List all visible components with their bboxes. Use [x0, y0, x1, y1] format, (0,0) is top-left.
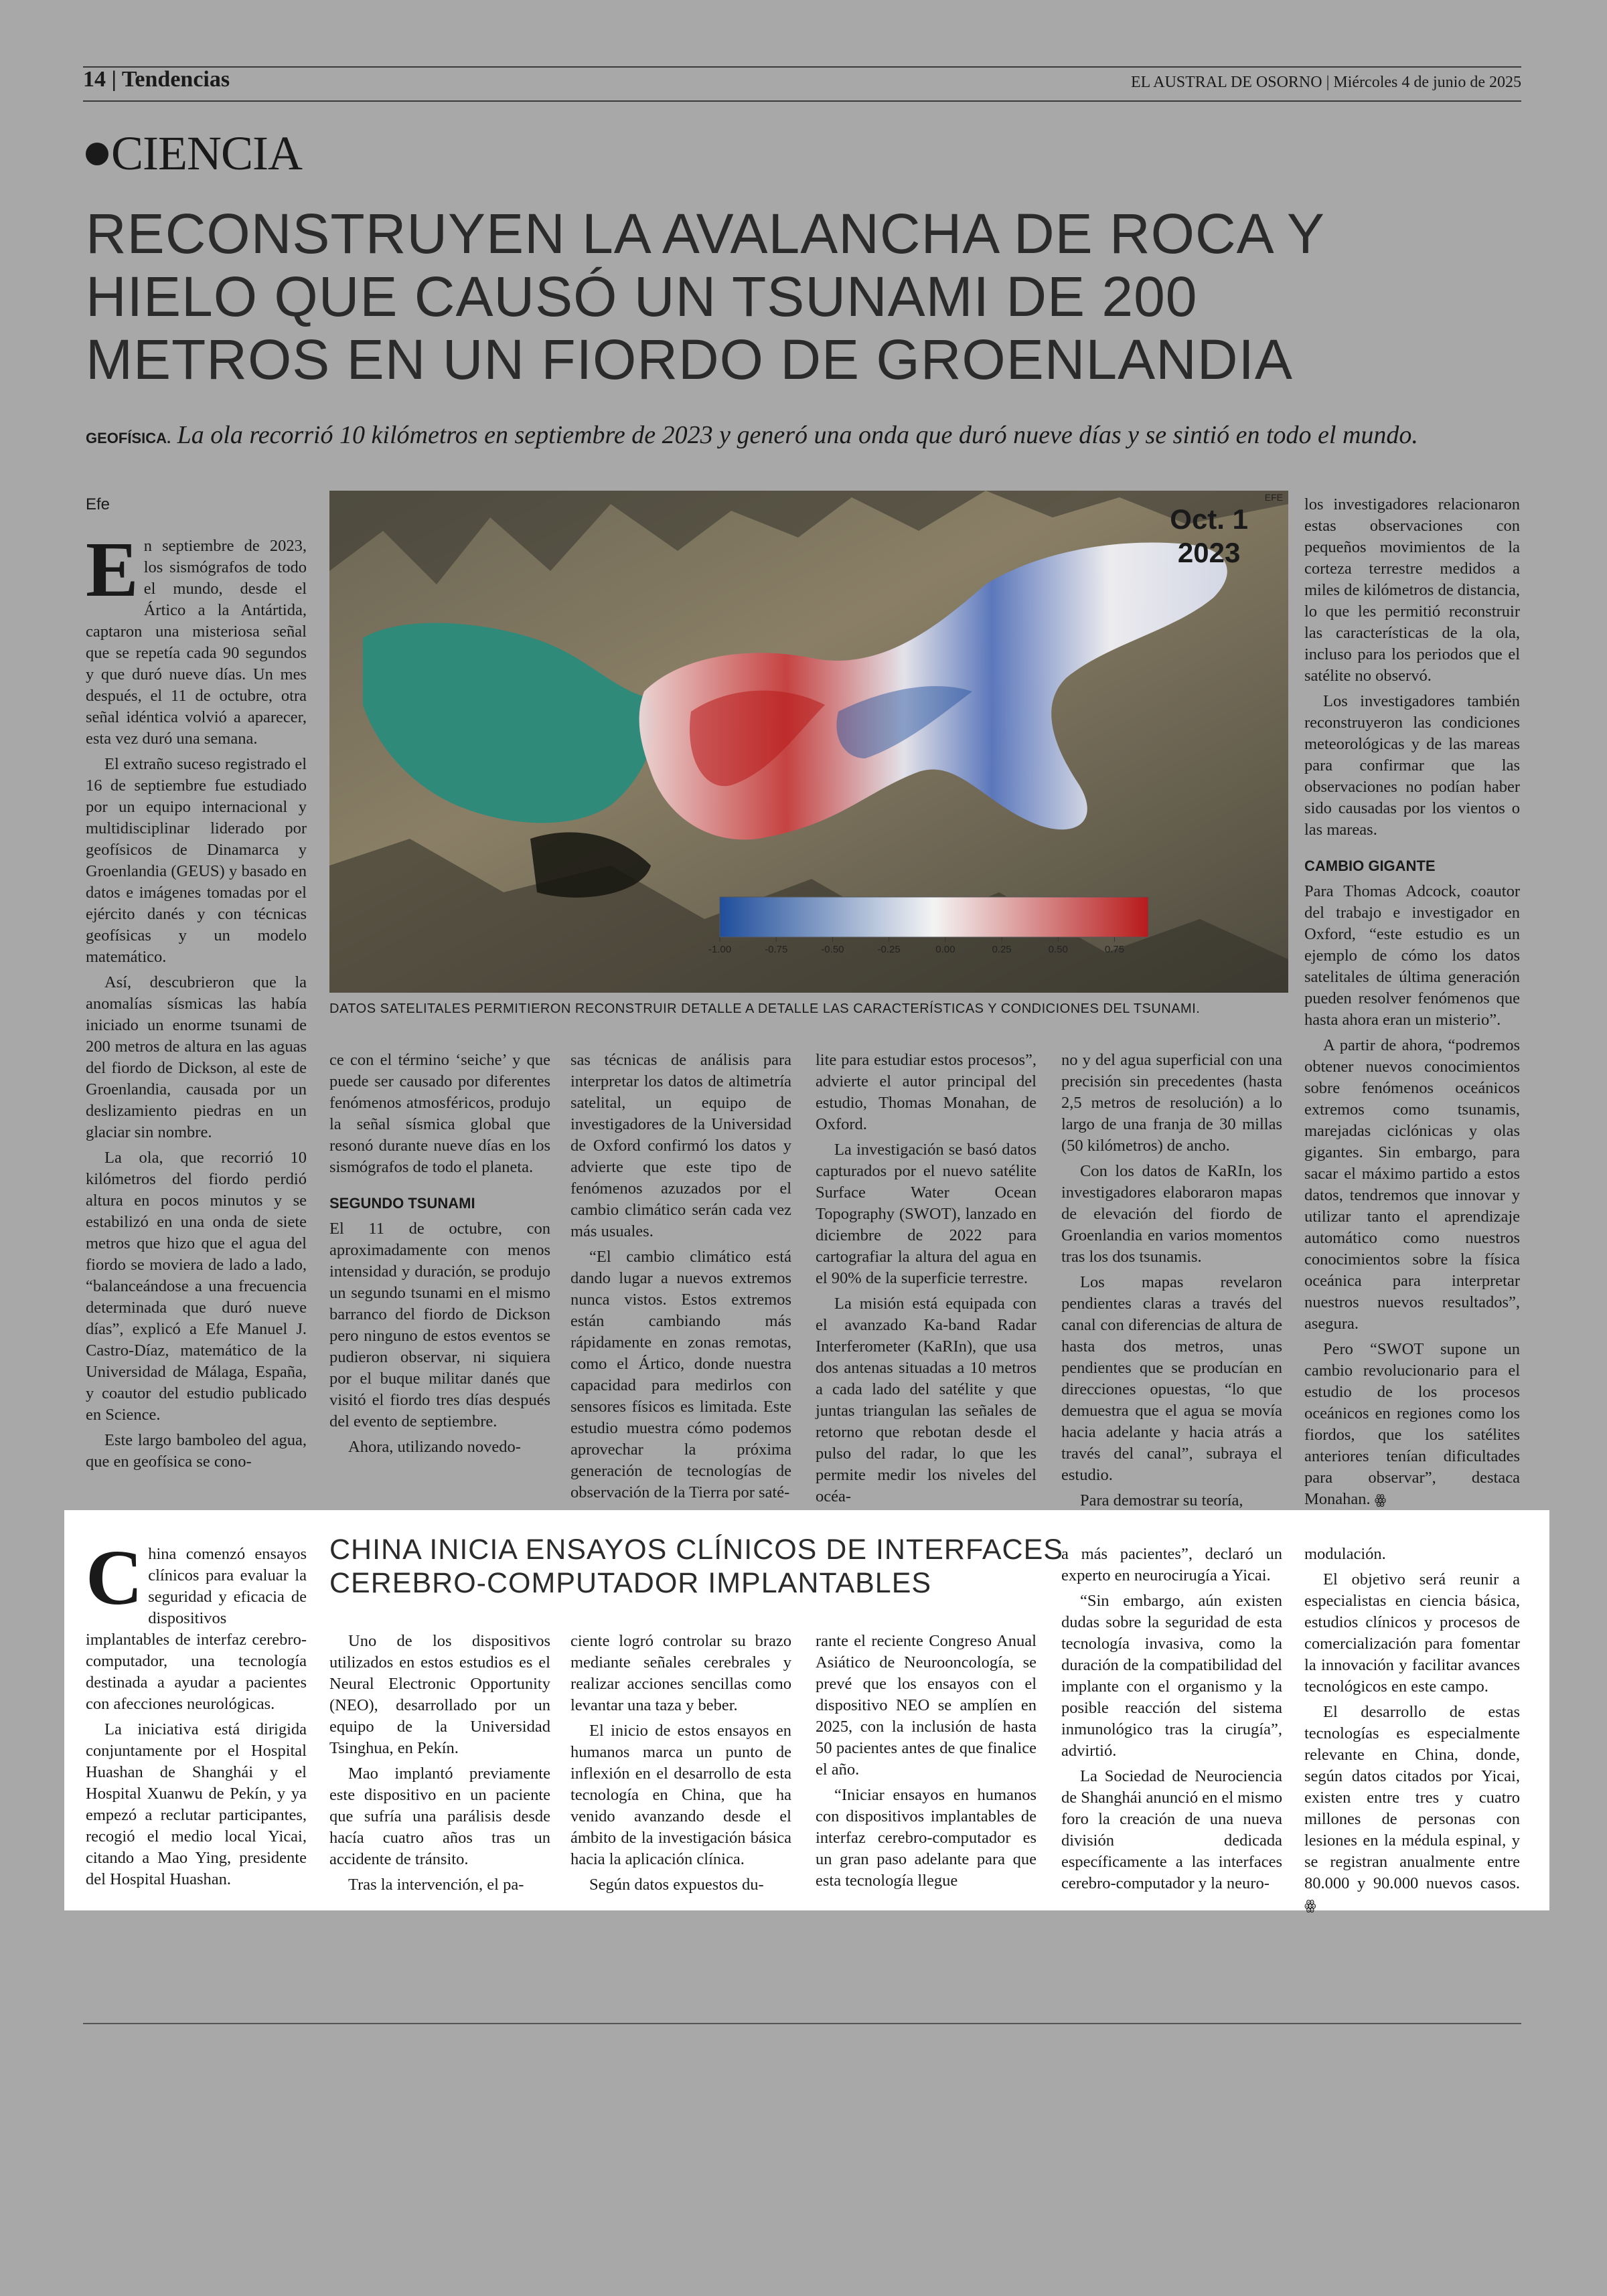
china-col5-p1: a más pacientes”, declaró un experto en neurocirugía a Yicai. [1061, 1545, 1282, 1584]
photo-date-line-2: 2023 [1177, 537, 1241, 568]
colorbar-tick-label: -1.00 [708, 944, 732, 955]
china-col3-p1: ciente logró controlar su brazo mediante señales cerebrales y realizar acciones sencillas como levantar una taza y beber. [570, 1632, 791, 1714]
china-col1-p1: China comenzó ensayos clínicos para evaluar la seguridad y eficacia de dispositivos implantables de interfaz cerebro-computador, una tecnología destinada a ayudar a pacientes con afecciones neurológicas. [86, 1534, 307, 1713]
colorbar-tick-label: 0.50 [1048, 944, 1068, 955]
china-col2-p1: Uno de los dispositivos utilizados en estos estudios es el Neural Electronic Opportunity (NEO), desarrollado por un equipo de la Universidad Tsinghua, en Pekín. [329, 1632, 550, 1757]
headline-line-1: RECONSTRUYEN LA AVALANCHA DE ROCA Y [86, 202, 1325, 265]
col5-p3: Los mapas revelaron pendientes claras a través del canal con diferencias de altura de hasta dos metros, unas pendientes que se producían en direcciones opuestas, “lo que demuestra que el agua se movía hacia adelante y hacia atrás a través del canal”, subraya el estudio. [1061, 1273, 1282, 1484]
page-header-right [1131, 74, 1521, 92]
newspaper-name: EL AUSTRAL DE OSORNO [1131, 74, 1322, 91]
china-col2-p2: Mao implantó previamente este dispositivo en un paciente que sufría una parálisis desde hacía cuatro años tras un accidente de tránsito. [329, 1765, 550, 1868]
section-label [86, 126, 302, 181]
section-name: Tendencias [121, 67, 230, 92]
col1-p1: En septiembre de 2023, los sismógrafos de todo el mundo, desde el Ártico a la Antártida, captaron una misteriosa señal que se repetía cada 90 segundos y que duró nueve días. Un mes después, el 11 de octubre, otra señal idéntica volvió a aparecer, esta vez duró una semana. [86, 525, 307, 748]
main-col-5 [1061, 1050, 1282, 1515]
china-col6-p3: El desarrollo de estas tecnologías es especialmente relevante en China, donde, según datos citados por Yicai, existen entre tres y cuatro millones de personas con lesiones en la médula espinal, y se registran anualmente entre 80.000 y 90.000 nuevos casos. ꙮ [1304, 1703, 1520, 1913]
colorbar-tick-label: 0.00 [935, 944, 955, 955]
colorbar-tick-label: 0.75 [1104, 944, 1125, 955]
headline-line-3: METROS EN UN FIORDO DE GROENLANDIA [86, 328, 1293, 391]
main-col-6 [1304, 494, 1520, 1515]
col2-p2: El 11 de octubre, con aproximadamente con menos intensidad y duración, se produjo un segundo tsunami en el mismo barranco del fiordo de Dickson pero ninguno de estos eventos se pudieron observar, ni siquiera por el buque militar danés que visitó el fiordo tres días después del evento de septiembre. [329, 1220, 550, 1430]
colorbar [720, 897, 1148, 937]
byline: Efe [86, 495, 110, 513]
china-col4-p2: “Iniciar ensayos en humanos con dispositivos implantables de interfaz cerebro-computador es un gran paso adelante para que esta tecnología llegue [816, 1786, 1037, 1890]
dropcap-e: E [86, 525, 139, 613]
end-mark-icon: ꙮ [1374, 1493, 1387, 1507]
colorbar-tick-label: -0.25 [877, 944, 901, 955]
page-header-left [83, 67, 230, 92]
col1-p5: Este largo bamboleo del agua, que en geofísica se cono- [86, 1431, 307, 1471]
header-bottom-rule [83, 100, 1521, 102]
col6-p2: Los investigadores también reconstruyeron las condiciones meteorológicas y de las mareas para confirmar que las observaciones no podían haber sido causadas por los vientos o las mareas. [1304, 692, 1520, 839]
col1-p2: El extraño suceso registrado el 16 de septiembre fue estudiado por un equipo internacional y multidisciplinar liderado por geofísicos de Dinamarca y Groenlandia (GEUS) y basado en datos e imágenes tomadas por el ejército danés y con técnicas geofísicas y un modelo matemático. [86, 755, 307, 966]
china-headline-line-1: CHINA INICIA ENSAYOS CLÍNICOS DE INTERFACES [329, 1534, 1063, 1566]
china-col-5 [1061, 1544, 1282, 1898]
china-col3-p3: Según datos expuestos du- [589, 1876, 764, 1894]
colorbar-tick-label: -0.50 [821, 944, 844, 955]
deck-kicker: GEOFÍSICA. [86, 430, 171, 446]
china-headline [329, 1533, 1066, 1600]
col5-p1: no y del agua superficial con una precisión sin precedentes (hasta 2,5 metros de resolución) a lo largo de una franja de 30 millas (50 kilómetros) de ancho. [1061, 1051, 1282, 1155]
col6-p3: Para Thomas Adcock, coautor del trabajo e investigador en Oxford, “este estudio es un ejemplo de cómo los datos satelitales de última generación pueden resolver fenómenos que hasta ahora eran un misterio”. [1304, 882, 1520, 1029]
china-col-3 [570, 1631, 791, 1900]
deck-text: La ola recorrió 10 kilómetros en septiembre de 2023 y generó una onda que duró nueve días y se sintió en todo el mundo. [177, 421, 1418, 449]
col1-p4: La ola, que recorrió 10 kilómetros del fiordo perdió altura en pocos minutos y se estabilizó en una onda de siete metros que hizo que el agua del fiordo se moviera de lado a lado, “balanceándose a una frecuencia determinada que duró nueve días”, explicó a Efe Manuel J. Castro-Díaz, matemático de la Universidad de Málaga, España, y coautor del estudio publicado en Science. [86, 1149, 307, 1424]
col6-p5: Pero “SWOT supone un cambio revolucionario para el estudio de los procesos oceánicos en regiones como los fiordos, que los satélites anteriores tenían dificultades para observar”, destaca Monahan. ꙮ [1304, 1340, 1520, 1508]
china-col6-p2: El objetivo será reunir a especialistas en ciencia básica, estudios clínicos y procesos de comercialización para fomentar la innovación y facilitar avances tecnológicos en este campo. [1304, 1570, 1520, 1696]
main-col-2 [329, 1050, 550, 1462]
main-headline [86, 202, 1525, 391]
col4-p1: lite para estudiar estos procesos”, advierte el autor principal del estudio, Thomas Monahan, de Oxford. [816, 1051, 1037, 1133]
china-col-2 [329, 1631, 550, 1900]
header-top-rule [83, 66, 1521, 68]
header-divider-right: | [1326, 74, 1334, 91]
col6-subhead: CAMBIO GIGANTE [1304, 857, 1436, 874]
section-label-text: CIENCIA [111, 127, 302, 180]
colorbar-tick-label: -0.75 [765, 944, 788, 955]
photo-date-line-1: Oct. 1 [1170, 503, 1248, 535]
main-col-4 [816, 1050, 1037, 1511]
col2-p3: Ahora, utilizando novedo- [348, 1438, 521, 1456]
china-col-6 [1304, 1544, 1520, 1920]
china-col3-p2: El inicio de estos ensayos en humanos marca un punto de inflexión en el desarrollo de esta tecnología en China, que ha venido avanzando desde el ámbito de la investigación básica hacia la aplicación clínica. [570, 1722, 791, 1868]
photo-caption: DATOS SATELITALES PERMITIERON RECONSTRUIR DETALLE A DETALLE LAS CARACTERÍSTICAS Y CONDICIONES DEL TSUNAMI. [329, 1001, 1201, 1016]
issue-date: Miércoles 4 de junio de 2025 [1333, 74, 1521, 91]
col5-p2: Con los datos de KaRIn, los investigadores elaboraron mapas de elevación del fiordo de Groenlandia en varios momentos tras los dos tsunamis. [1061, 1162, 1282, 1266]
photo-credit: EFE [1264, 492, 1283, 503]
china-col6-p1: modulación. [1304, 1545, 1386, 1563]
china-col4-p1: rante el reciente Congreso Anual Asiático de Neurooncología, se prevé que los ensayos con el dispositivo NEO se amplíen en 2025, con la inclusión de hasta 50 pacientes antes de que finalice el año. [816, 1632, 1037, 1779]
col1-p3: Así, descubrieron que la anomalías sísmicas las había iniciado un enorme tsunami de 200 metros de altura en las aguas del fiordo de Dickson, al este de Groenlandia, causada por un deslizamiento piedras en un glaciar sin nombre. [86, 973, 307, 1141]
col2-subhead: SEGUNDO TSUNAMI [329, 1195, 475, 1212]
col6-p4: A partir de ahora, “podremos obtener nuevos conocimientos sobre fenómenos oceánicos extremos como tsunamis, marejadas ciclónicas y olas gigantes. Sin embargo, para sacar el máximo partido a estos datos, tendremos que innovar y utilizar tanto el aprendizaje automático como nuestros conocimientos sobre la física oceánica para interpretar nuestros nuevos resultados”, asegura. [1304, 1036, 1520, 1333]
col3-p2: “El cambio climático está dando lugar a nuevos extremos nunca vistos. Estos extremos están cambiando más rápidamente en zonas remotas, como el Ártico, donde nuestra capacidad para medirlos con sensores físicos es limitada. Este estudio muestra cómo podemos aprovechar la próxima generación de tecnologías de observación de la Tierra por saté- [570, 1248, 791, 1501]
end-mark-icon: ꙮ [1304, 1898, 1316, 1913]
china-headline-line-2: CEREBRO-COMPUTADOR IMPLANTABLES [329, 1567, 932, 1599]
main-col-3 [570, 1050, 791, 1507]
header-divider: | [111, 67, 122, 92]
section-bullet-icon [86, 143, 108, 165]
dropcap-c: C [86, 1534, 143, 1621]
col4-p3: La misión está equipada con el avanzado Ka-band Radar Interferometer (KaRIn), que usa dos antenas situadas a 10 metros a cada lado del satélite y que juntas triangulan las señales de retorno que rebotan desde el pulso del radar, lo que les permite medir los niveles del océa- [816, 1295, 1037, 1505]
article-deck [86, 420, 1525, 450]
col5-p4: Para demostrar su teoría, [1080, 1491, 1243, 1509]
headline-line-2: HIELO QUE CAUSÓ UN TSUNAMI DE 200 [86, 265, 1198, 328]
satellite-map-photo [329, 491, 1288, 993]
main-col-1 [86, 494, 307, 1477]
china-col-1 [86, 1534, 307, 1894]
col3-p1: sas técnicas de análisis para interpretar los datos de altimetría satelital, un equipo de investigadores de la Universidad de Oxford confirmó los datos y advierte que este tipo de fenómenos azuzados por el cambio climático serán cada vez más usuales. [570, 1051, 791, 1240]
china-col5-p3: La Sociedad de Neurociencia de Shanghái anunció en el mismo foro la creación de una nueva división dedicada específicamente a las interfaces cerebro-computador y la neuro- [1061, 1767, 1282, 1892]
china-col-4 [816, 1631, 1037, 1896]
colorbar-tick-label: 0.25 [992, 944, 1012, 955]
footer-rule [83, 2023, 1521, 2024]
col4-p2: La investigación se basó datos capturados por el nuevo satélite Surface Water Ocean Topography (SWOT), lanzado en diciembre de 2022 para cartografiar la altura del agua en el 90% de la superficie terrestre. [816, 1141, 1037, 1287]
china-col1-p2: La iniciativa está dirigida conjuntamente por el Hospital Huashan de Shanghái y el Hospital Xuanwu de Pekín, y ya empezó a reclutar participantes, recogió el medio local Yicai, citando a Mao Ying, presidente del Hospital Huashan. [86, 1720, 307, 1888]
satellite-map-svg [329, 491, 1288, 993]
china-col5-p2: “Sin embargo, aún existen dudas sobre la seguridad de esta tecnología invasiva, como la duración de la compatibilidad del implante con el organismo y la posible reacción del sistema inmunológico tras la cirugía”, advirtió. [1061, 1592, 1282, 1760]
photo-date-stamp [1170, 503, 1248, 570]
page-number: 14 [83, 67, 106, 92]
col2-p1: ce con el término ‘seiche’ y que puede ser causado por diferentes fenómenos atmosféricos, produjo la señal sísmica global que resonó durante nueve días en los sismógrafos de todo el planeta. [329, 1051, 550, 1176]
col6-p1: los investigadores relacionaron estas observaciones con pequeños movimientos de la corteza terrestre medidos a miles de kilómetros de distancia, lo que les permitió reconstruir las características de la ola, incluso para los periodos que el satélite no observó. [1304, 495, 1520, 685]
china-col2-p3: Tras la intervención, el pa- [348, 1876, 524, 1894]
